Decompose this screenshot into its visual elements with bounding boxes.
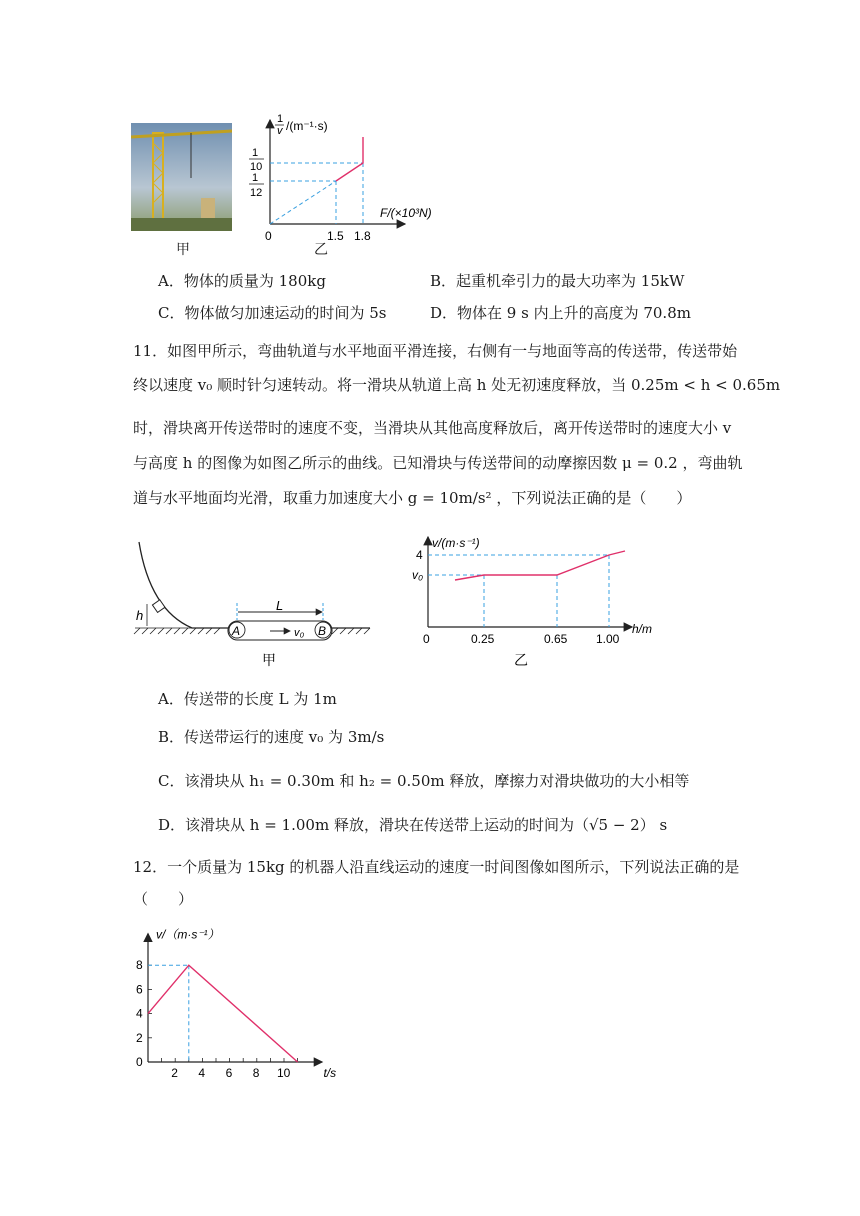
q11-option-c[interactable]: C．该滑块从 h₁ = 0.30m 和 h₂ = 0.50m 释放，摩擦力对滑块做功的大小相等 xyxy=(158,772,690,790)
y-tick-label: 0 xyxy=(136,1055,143,1069)
q10-option-d[interactable]: D．物体在 9 s 内上升的高度为 70.8m xyxy=(430,304,691,322)
x-axis-label: h/m xyxy=(632,622,653,636)
curved-track xyxy=(139,542,370,628)
photo-caption: 甲 xyxy=(176,242,190,258)
x-axis-label: F/(×10³N) xyxy=(380,206,432,220)
q12-stem-line1: 12．一个质量为 15kg 的机器人沿直线运动的速度一时间图像如图所示，下列说法正确的是 xyxy=(133,858,740,876)
x-tick-label: 2 xyxy=(171,1066,178,1080)
q11-option-d[interactable]: D．该滑块从 h = 1.00m 释放，滑块在传送带上运动的时间为（√5 − 2） s xyxy=(158,816,668,834)
x-tick-025: 0.25 xyxy=(471,632,495,646)
series-line xyxy=(148,965,298,1062)
y-tick-10-den: 10 xyxy=(250,161,263,173)
y-label-num: 1 xyxy=(277,113,284,125)
q10-graph xyxy=(240,112,460,257)
x-tick-label: 10 xyxy=(277,1066,291,1080)
q11-option-a[interactable]: A．传送带的长度 L 为 1m xyxy=(158,690,337,708)
y-tick-12-num-vis: 1 xyxy=(252,172,259,184)
b-label: B xyxy=(318,624,327,638)
q10-option-c[interactable]: C．物体做匀加速运动的时间为 5s xyxy=(158,304,387,322)
q10-option-a[interactable]: A．物体的质量为 180kg xyxy=(158,272,326,290)
h-label: h xyxy=(136,608,144,623)
x-tick-0: 0 xyxy=(423,632,430,646)
y-label-den: v xyxy=(277,125,283,137)
x-tick-100: 1.00 xyxy=(596,632,620,646)
y-tick-label: 2 xyxy=(136,1030,143,1045)
q11-fig-jia xyxy=(125,535,380,675)
fig-jia-caption: 甲 xyxy=(262,652,276,668)
dashed-line-origin xyxy=(270,181,336,224)
q11-stem-line1: 11．如图甲所示，弯曲轨道与水平地面平滑连接，右侧有一与地面等高的传送带，传送带始 xyxy=(133,342,738,360)
a-label: A xyxy=(232,624,241,638)
x-tick-label: 4 xyxy=(198,1066,206,1080)
x-tick-15: 1.5 xyxy=(327,229,344,243)
y-tick-4: 4 xyxy=(416,548,423,562)
q11-stem-line4: 与高度 h 的图像为如图乙所示的曲线。已知滑块与传送带间的动摩擦因数 μ = 0.2 ，弯曲轨 xyxy=(133,454,743,472)
y-label-unit: /(m⁻¹·s) xyxy=(286,119,328,133)
x-tick-label: 6 xyxy=(225,1066,233,1080)
v0-label: v₀ xyxy=(294,627,305,639)
y-axis-label: v/(m·s⁻¹) xyxy=(432,536,480,550)
conveyor-belt xyxy=(228,621,332,640)
q11-stem-line3: 时，滑块离开传送带时的速度不变，当滑块从其他高度释放后，离开传送带时的速度大小 v xyxy=(133,419,732,437)
x-tick-label: 8 xyxy=(252,1066,260,1080)
graph-caption: 乙 xyxy=(314,242,328,258)
q11-stem-line5: 道与水平地面均光滑，取重力加速度大小 g = 10m/s² ，下列说法正确的是（ ） xyxy=(133,489,692,507)
y-tick-label: 6 xyxy=(136,982,143,997)
slider-block xyxy=(152,600,165,613)
l-label: L xyxy=(276,598,284,613)
crane-photo xyxy=(131,123,232,231)
y-tick-10-num: 1 xyxy=(252,147,259,159)
series-line xyxy=(336,137,363,181)
y-tick-12-den: 12 xyxy=(250,187,263,199)
x-axis-label: t/s xyxy=(323,1066,337,1080)
y-axis-label: v/（m·s⁻¹） xyxy=(156,927,220,942)
y-tick-label: 8 xyxy=(136,958,143,973)
q11-stem-line2: 终以速度 v₀ 顺时针匀速转动。将一滑块从轨道上高 h 处无初速度释放，当 0.25m < h < 0.65m xyxy=(133,376,781,394)
fig-yi-caption: 乙 xyxy=(514,652,528,668)
q12-stem-line2: （ ） xyxy=(133,890,194,908)
x-tick-065: 0.65 xyxy=(544,632,568,646)
y-tick-v0: v₀ xyxy=(412,568,424,582)
q11-fig-yi xyxy=(400,530,680,675)
q12-vt-graph xyxy=(125,920,355,1080)
y-tick-label: 4 xyxy=(136,1006,143,1021)
x-tick-18: 1.8 xyxy=(354,229,371,243)
q10-option-b[interactable]: B．起重机牵引力的最大功率为 15kW xyxy=(430,272,685,290)
q11-option-b[interactable]: B．传送带运行的速度 v₀ 为 3m/s xyxy=(158,728,385,746)
x-tick-0: 0 xyxy=(265,229,272,243)
